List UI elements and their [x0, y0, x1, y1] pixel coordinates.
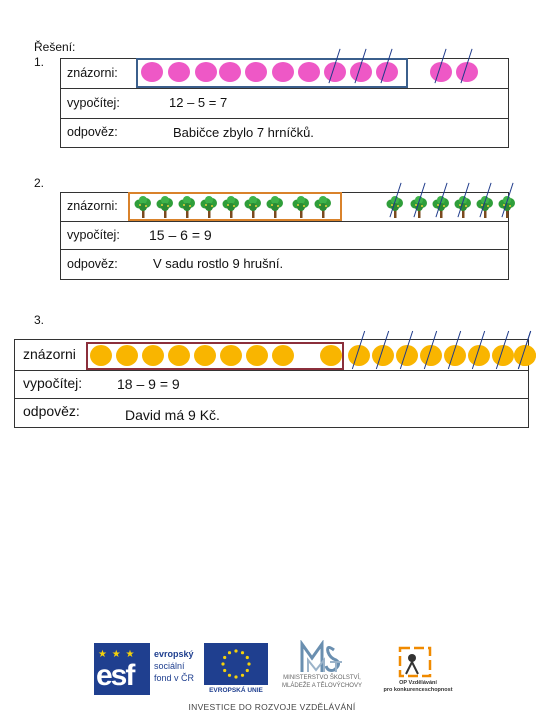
eu-label: EVROPSKÁ UNIE — [209, 687, 263, 694]
problem-2-label-answer: odpověz: — [67, 257, 118, 271]
eu-star-icon — [246, 656, 249, 659]
problem-3-answer: David má 9 Kč. — [125, 407, 220, 423]
coin-circle — [220, 345, 242, 366]
coin-circle — [320, 345, 342, 366]
problem-3-row-calculate — [15, 371, 528, 399]
problem-3-equation: 18 – 9 = 9 — [117, 376, 180, 392]
problem-3-label-calculate: vypočítej: — [23, 375, 83, 391]
msmt-logo — [272, 640, 372, 698]
problem-1-label-answer: odpověz: — [67, 125, 118, 139]
eu-star-icon — [246, 669, 249, 672]
msmt-mark-icon — [272, 640, 372, 674]
problem-1-equation: 12 – 5 = 7 — [169, 95, 228, 110]
eu-logo — [204, 643, 268, 695]
esf-label-1: evropský — [154, 649, 194, 659]
cup-circle — [219, 62, 241, 82]
eu-star-icon — [223, 669, 226, 672]
esf-logo — [94, 643, 198, 695]
coin-circle — [194, 345, 216, 366]
coin-circle — [90, 345, 112, 366]
problem-2-row-calculate — [61, 222, 508, 250]
pear-tree-icon — [244, 196, 262, 218]
cup-circle — [298, 62, 320, 82]
problem-1-row-answer — [61, 119, 508, 146]
problem-2-label-visualize: znázorni: — [67, 199, 118, 213]
cup-circle — [141, 62, 163, 82]
coin-circle — [116, 345, 138, 366]
problem-3-label-answer: odpověz: — [23, 403, 80, 419]
esf-label-2: sociální — [154, 661, 185, 671]
problem-1-label-visualize: znázorni: — [67, 66, 118, 80]
esf-label-3: fond v ČR — [154, 673, 195, 683]
pear-tree-icon — [266, 196, 284, 218]
pear-tree-icon — [200, 196, 218, 218]
pear-tree-icon — [292, 196, 310, 218]
cup-circle — [195, 62, 217, 82]
problem-2-row-answer — [61, 250, 508, 278]
problem-2-answer: V sadu rostlo 9 hrušní. — [153, 256, 284, 271]
eu-star-icon — [241, 651, 244, 654]
cup-circle — [168, 62, 190, 82]
pear-tree-icon — [178, 196, 196, 218]
problem-1-number: 1. — [34, 55, 45, 69]
pear-tree-icon — [156, 196, 174, 218]
coin-circle — [246, 345, 268, 366]
pear-tree-icon — [222, 196, 240, 218]
problem-2-label-calculate: vypočítej: — [67, 228, 120, 242]
problem-2-equation: 15 – 6 = 9 — [149, 227, 212, 243]
problem-2-number: 2. — [34, 176, 45, 190]
op-vk-logo — [384, 642, 452, 698]
eu-star-icon — [234, 675, 237, 678]
eu-star-icon — [228, 674, 231, 677]
op-vk-label-1: OP Vzdělávání — [399, 680, 437, 686]
esf-mark-icon: esf — [96, 659, 134, 692]
eu-star-icon — [234, 649, 237, 652]
eu-star-icon — [228, 651, 231, 654]
problem-1-answer: Babičce zbylo 7 hrníčků. — [173, 125, 314, 140]
funding-logos — [92, 640, 452, 715]
msmt-label-2: MLÁDEŽE A TĚLOVÝCHOVY — [282, 683, 362, 689]
coin-circle — [142, 345, 164, 366]
coin-circle — [272, 345, 294, 366]
cup-circle — [272, 62, 294, 82]
problem-3-row-answer — [15, 399, 528, 426]
msmt-label-1: MINISTERSTVO ŠKOLSTVÍ, — [283, 675, 361, 681]
eu-flag-icon — [204, 643, 268, 685]
pear-tree-icon — [314, 196, 332, 218]
eu-star-icon — [247, 662, 250, 665]
funding-caption: INVESTICE DO ROZVOJE VZDĚLÁVÁNÍ — [188, 702, 356, 712]
esf-stars-icon: ★ ★ ★ — [98, 649, 136, 660]
coin-circle — [168, 345, 190, 366]
problem-1-label-calculate: vypočítej: — [67, 96, 120, 110]
solution-heading: Řešení: — [34, 40, 76, 54]
eu-star-icon — [241, 674, 244, 677]
cup-circle — [245, 62, 267, 82]
eu-star-icon — [221, 662, 224, 665]
op-vk-label-2: pro konkurenceschopnost — [383, 687, 453, 693]
pear-tree-icon — [134, 196, 152, 218]
eu-star-icon — [223, 656, 226, 659]
problem-1-row-calculate — [61, 89, 508, 119]
op-vk-mark-icon — [384, 642, 452, 680]
problem-3-label-visualize: znázorni — [23, 346, 76, 362]
problem-3-number: 3. — [34, 313, 45, 327]
